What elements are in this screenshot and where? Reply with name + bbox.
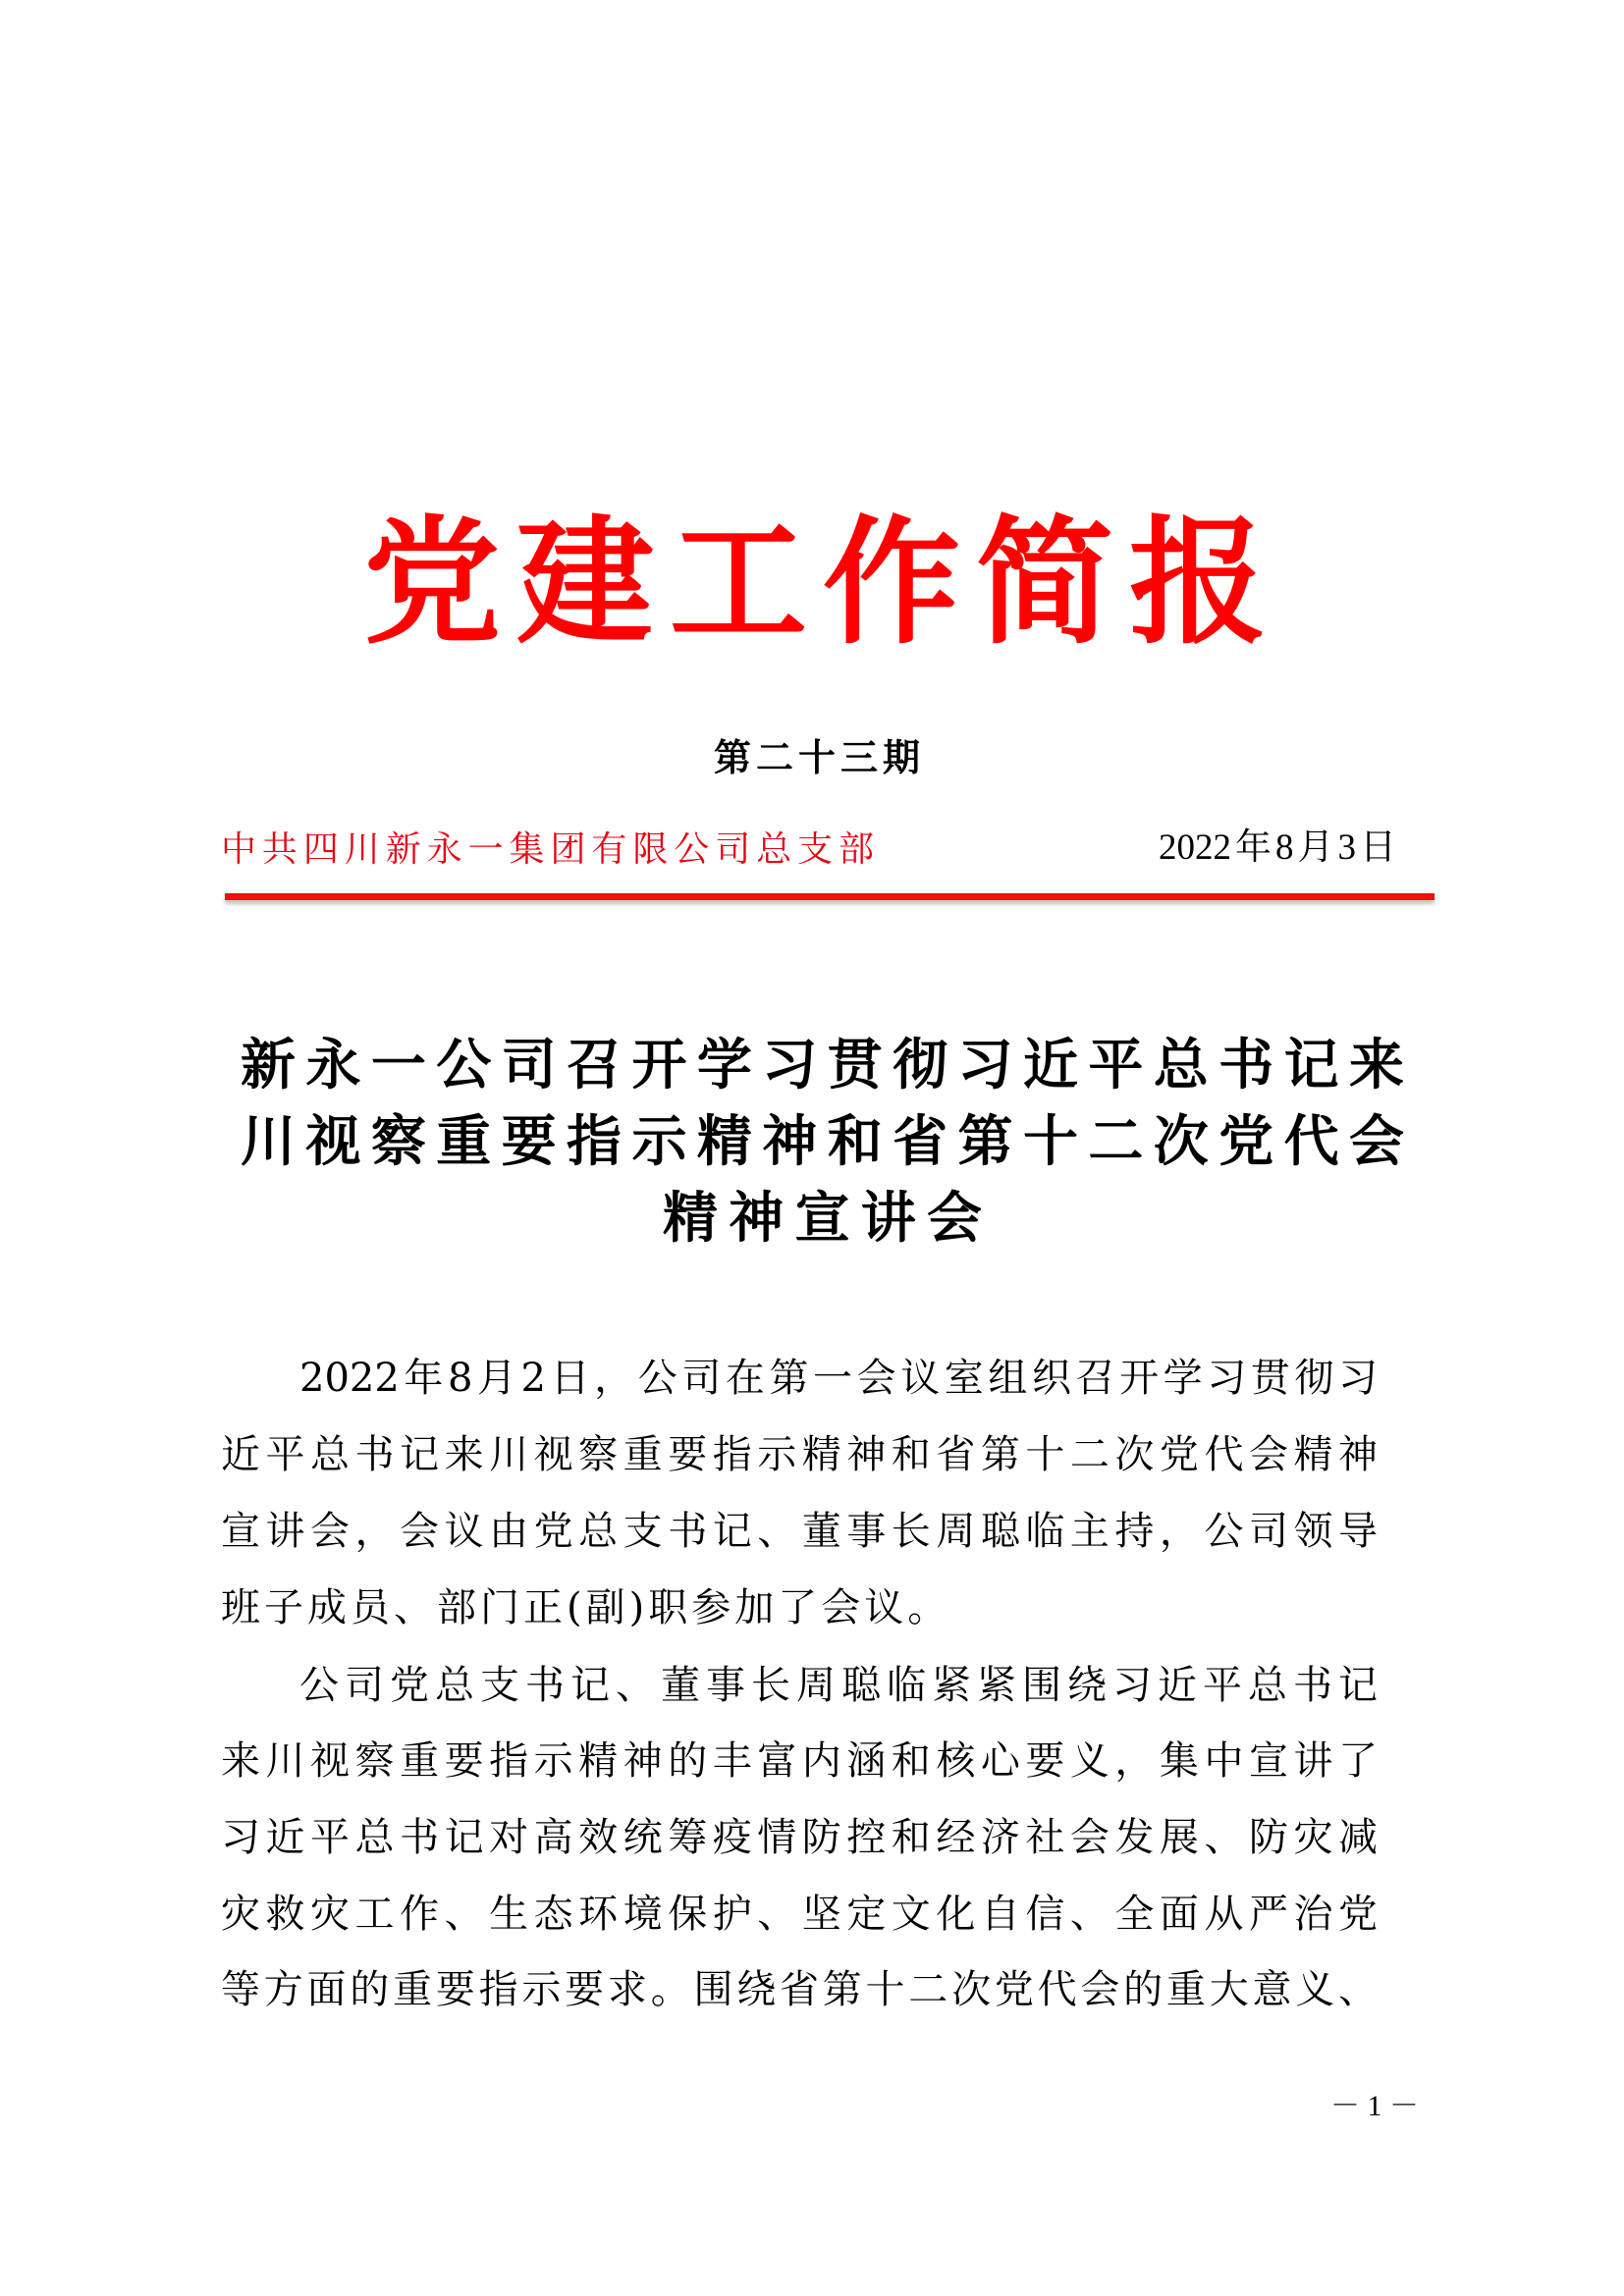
paragraph-2-line-2: 来川视察重要指示精神的丰富内涵和核心要义，集中宣讲了 [221, 1738, 1378, 1784]
paragraph-2-line-4: 灾救灾工作、生态环境保护、坚定文化自信、全面从严治党 [221, 1892, 1378, 1937]
article-headline-line-3: 精神宣讲会 [663, 1186, 982, 1251]
issue-number: 第二十三期 [714, 735, 920, 779]
paragraph-2-line-3: 习近平总书记对高效统筹疫情防控和经济社会发展、防灾减 [221, 1815, 1378, 1860]
issue-date: 2022年8月3日 [1159, 828, 1396, 868]
article-headline-line-1: 新永一公司召开学习贯彻习近平总书记来 [241, 1033, 1404, 1097]
paragraph-1-line-2: 近平总书记来川视察重要指示精神和省第十二次党代会精神 [221, 1432, 1378, 1477]
page-number: － 1 － [1330, 2090, 1419, 2122]
paragraph-2-line-5: 等方面的重要指示要求。围绕省第十二次党代会的重大意义、 [221, 1967, 1378, 2012]
issuing-organization: 中共四川新永一集团有限公司总支部 [221, 829, 874, 870]
paragraph-1-line-4: 班子成员、部门正(副)职参加了会议。 [221, 1585, 951, 1630]
paragraph-2-line-1: 公司党总支书记、董事长周聪临紧紧围绕习近平总书记 [299, 1663, 1378, 1708]
paragraph-1-line-3: 宣讲会，会议由党总支书记、董事长周聪临主持，公司领导 [221, 1509, 1378, 1554]
article-headline-line-2: 川视察重要指示精神和省第十二次党代会 [241, 1109, 1404, 1174]
masthead-title: 党建工作简报 [363, 504, 1267, 664]
header-divider [225, 893, 1435, 900]
paragraph-1-line-1: 2022年8月2日，公司在第一会议室组织召开学习贯彻习 [299, 1356, 1378, 1401]
